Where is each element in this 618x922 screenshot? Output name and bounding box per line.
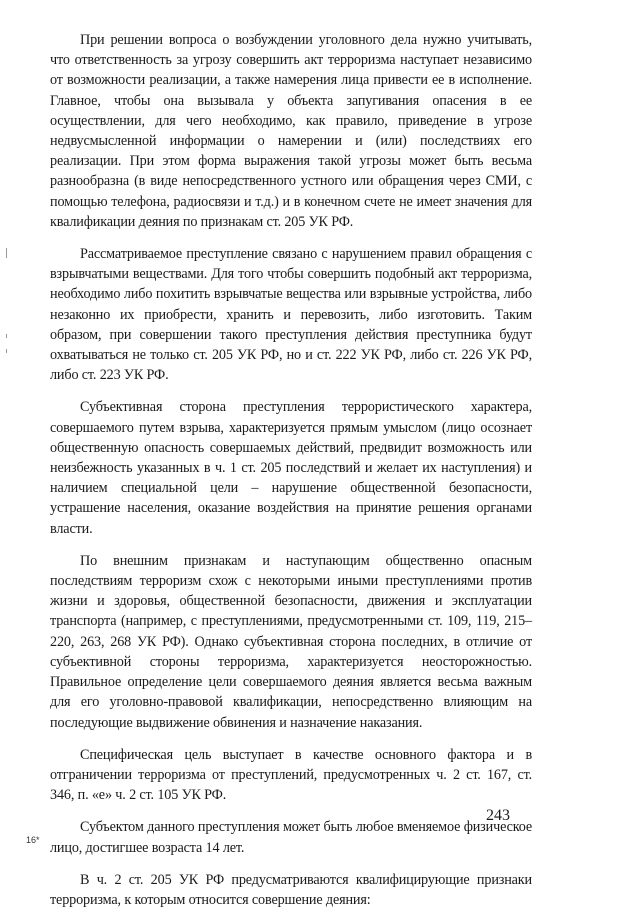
paragraph: Субъектом данного преступления может быть любое вменяемое физическое лицо, достигшее возраста 14 лет. [50,819,532,856]
paragraph: При решении вопроса о возбуждении уголовного дела нужно учитывать, что ответственность за угрозу совершить акт терроризма наступает независимо от возможности реализации, а также намерения лица привести ее в исполнение. Главное, чтобы она вызывала у объекта запугивания опасения в ее осуществлении, для чего необходимо, как правило, приведение в угрозе недвусмысленной информации о намерении и (или) последствиях его реализации. При этом форма выражения такой угрозы может быть весьма разнообразна (в виде непосредственного устного или обращения через СМИ, с помощью телефона, радиосвязи и т.д.) и в конечном счете не имеет значения для квалификации деяния по признакам ст. 205 УК РФ. [50,32,532,230]
body-text [50,30,532,922]
paragraph: В ч. 2 ст. 205 УК РФ предусматриваются квалифицирующие признаки терроризма, к которым относится совершение деяния: [50,871,532,908]
paragraph: По внешним признакам и наступающим общественно опасным последствиям терроризм схож с некоторыми иными преступлениями против жизни и здоровья, общественной безопасности, движения и эксплуатации транспорта (например, с преступлениями, предусмотренными ст. 109, 119, 215–220, 263, 268 УК РФ). Однако субъективная сторона последних, в отличие от субъективной стороны терроризма, характеризуется неосторожностью. Правильное определение цели совершаемого деяния является весьма важным для его уголовно-правовой квалификации, непосредственно влияющим на последующие выдвижение обвинения и назначение наказания. [50,552,532,731]
page-number: 243 [486,807,510,824]
paragraph: Субъективная сторона преступления террористического характера, совершаемого путем взрыва, характеризуется прямым умыслом (лицо осознает общественную опасность совершаемых действий, предвидит возможность или неизбежность указанных в ч. 1 ст. 205 последствий и желает их наступления) и наличием специальной цели – нарушение общественной безопасности, устрашение населения, оказание воздействия на принятие решения органами власти. [50,399,532,537]
paragraph: Рассматриваемое преступление связано с нарушением правил обращения с взрывчатыми веществами. Для того чтобы совершить подобный акт терроризма, необходимо либо похитить взрывчатые вещества или взрывные устройства, либо незаконно их приобрести, хранить и перевозить, либо изготовить. Таким образом, при совершении такого преступления действия преступника будут охватываться не только ст. 205 УК РФ, но и ст. 222 УК РФ, либо ст. 226 УК РФ, либо ст. 223 УК РФ. [50,246,532,384]
margin-mark [6,349,7,353]
paragraph: Специфическая цель выступает в качестве основного фактора и в отграничении терроризма от преступлений, предусмотренных ч. 2 ст. 167, ст. 346, п. «е» ч. 2 ст. 105 УК РФ. [50,746,532,804]
margin-mark [6,248,7,258]
margin-mark [6,334,7,338]
printer-signature: 16* [26,835,40,845]
